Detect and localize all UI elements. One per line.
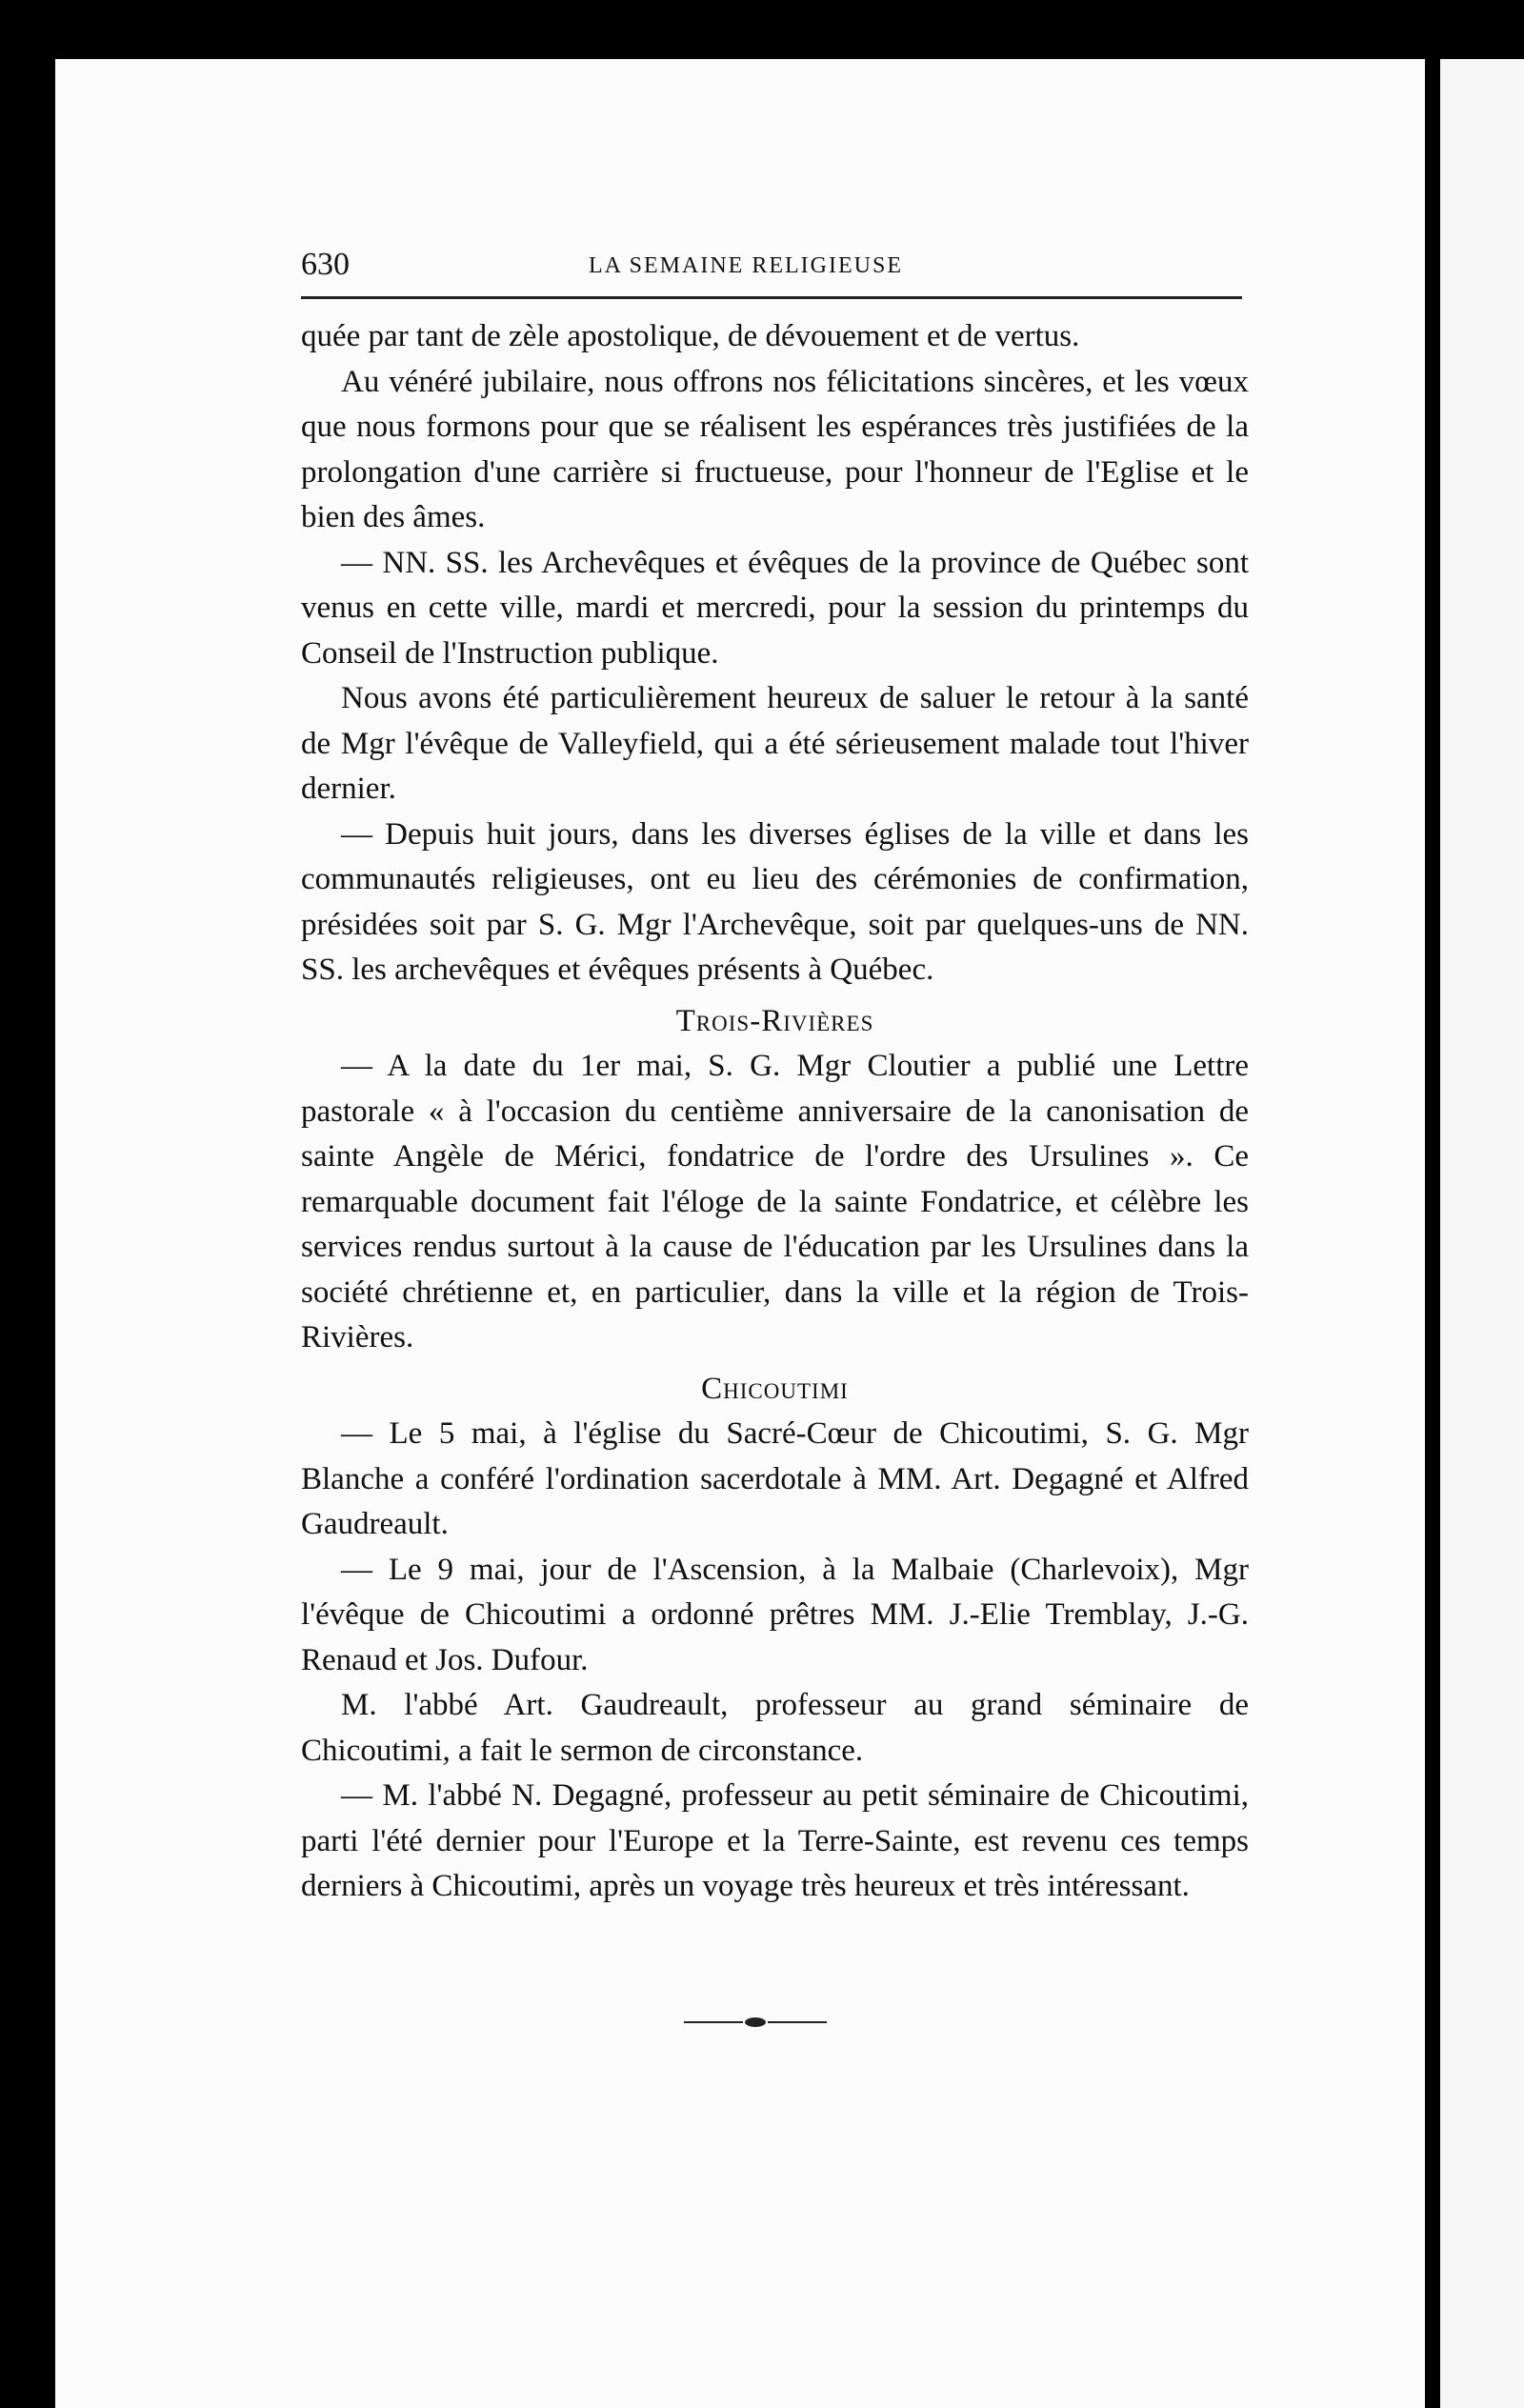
- paragraph: — NN. SS. les Archevêques et évêques de la province de Québec sont venus en cette ville, mardi et mercredi, pour la session du printemps du Conseil de l'Instruction publique.: [301, 545, 1249, 671]
- paragraph: — Le 9 mai, jour de l'Ascension, à la Malbaie (Charlevoix), Mgr l'évêque de Chicoutimi a ordonné prêtres MM. J.-Elie Tremblay, J.-G. Renaud et Jos. Dufour.: [301, 1552, 1249, 1677]
- paragraph: — Le 5 mai, à l'église du Sacré-Cœur de Chicoutimi, S. G. Mgr Blanche a conféré l'ordination sacerdotale à MM. Art. Degagné et Alfred Gaudreault.: [301, 1416, 1249, 1541]
- page-header: [297, 246, 1250, 284]
- paragraph: Au vénéré jubilaire, nous offrons nos félicitations sincères, et les vœux que nous formons pour que se réalisent les espérances très justifiées de la prolongation d'une carrière si fructueuse, pour l'honneur de l'Eglise et le bien des âmes.: [301, 364, 1249, 534]
- paragraph: quée par tant de zèle apostolique, de dévouement et de vertus.: [301, 319, 1080, 353]
- header-rule: [301, 296, 1242, 299]
- running-title: LA SEMAINE RELIGIEUSE: [589, 253, 903, 278]
- paragraph: Nous avons été particulièrement heureux de saluer le retour à la santé de Mgr l'évêque de Valleyfield, qui a été sérieusement malade tout l'hiver dernier.: [301, 681, 1249, 806]
- section-heading-trois-rivieres: Trois-Rivières: [675, 1003, 874, 1038]
- paragraph: — A la date du 1er mai, S. G. Mgr Cloutier a publié une Lettre pastorale « à l'occasion du centième anniversaire de la canonisation de sainte Angèle de Mérici, fondatrice de l'ordre des Ursulines ». Ce remarquable document fait l'éloge de la sainte Fondatrice, et célèbre les services rendus surtout à la cause de l'éducation par les Ursulines dans la société chrétienne et, en particulier, dans la ville et la région de Trois-Rivières.: [301, 1049, 1249, 1354]
- end-ornament-icon: [684, 2017, 827, 2027]
- paragraph: M. l'abbé Art. Gaudreault, professeur au grand séminaire de Chicoutimi, a fait le sermon de circonstance.: [301, 1688, 1249, 1768]
- adjacent-page-edge: [1440, 59, 1524, 2408]
- page-number: 630: [301, 247, 350, 282]
- paragraph: — Depuis huit jours, dans les diverses églises de la ville et dans les communautés religieuses, ont eu lieu des cérémonies de confirmation, présidées soit par S. G. Mgr l'Archevêque, soit par quelques-uns de NN. SS. les archevêques et évêques présents à Québec.: [301, 816, 1249, 987]
- article-text: [301, 314, 1249, 1910]
- paragraph: — M. l'abbé N. Degagné, professeur au petit séminaire de Chicoutimi, parti l'été dernier pour l'Europe et la Terre-Sainte, est revenu ces temps derniers à Chicoutimi, après un voyage très heureux et très intéressant.: [301, 1778, 1249, 1903]
- section-heading-chicoutimi: Chicoutimi: [701, 1371, 849, 1406]
